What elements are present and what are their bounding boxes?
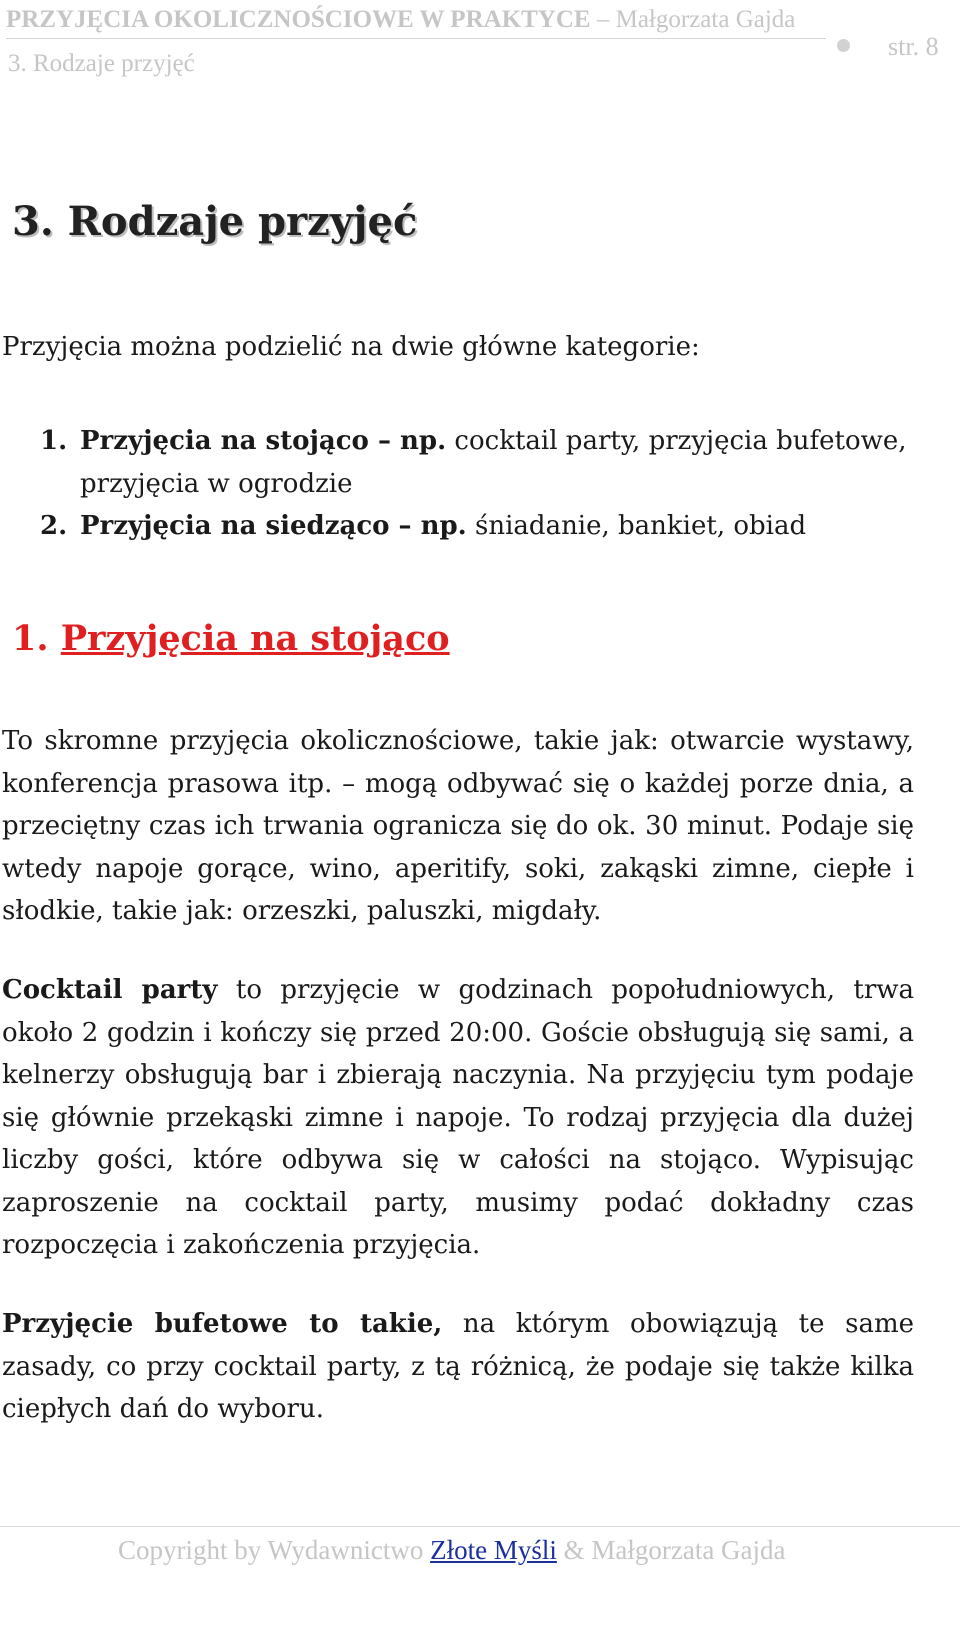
category-name: Przyjęcia na siedząco: [80, 511, 390, 541]
paragraph-buffet-text: na którym obowiązują te same zasady, co przy cocktail party, z tą różnicą, że podaje się także kilka ciepłych dań do wyboru.: [2, 1309, 914, 1424]
paragraph-cocktail-text: to przyjęcie w godzinach popołudniowych, trwa około 2 godzin i kończy się przed 20:00. Goście obsługują się sami, a kelnerzy obsługują bar i zbierają naczynia. Na przyjęciu tym podaje się głównie przekąski zimne i napoje. To rodzaj przyjęcia dla dużej liczby gości, które odbywa się w całości na stojąco. Wypisując zaproszenie na cocktail party, musimy podać dokładny czas rozpoczęcia i zakończenia przyjęcia.: [2, 975, 914, 1260]
category-separator: – np.: [368, 426, 447, 456]
section-number: 1.: [12, 618, 61, 659]
category-examples: śniadanie, bankiet, obiad: [466, 511, 807, 541]
footer-author: & Małgorzata Gajda: [556, 1535, 786, 1565]
book-title: PRZYJĘCIA OKOLICZNOŚCIOWE W PRAKTYCE: [6, 6, 591, 33]
bullet-dot-icon: [837, 39, 850, 52]
chapter-title: 3. Rodzaje przyjęć: [12, 198, 418, 245]
author-name: Małgorzata Gajda: [615, 6, 796, 33]
category-separator: – np.: [389, 511, 467, 541]
term-buffet: Przyjęcie bufetowe to takie,: [2, 1309, 443, 1339]
category-examples: cocktail party, przyjęcia bufetowe, przyjęcia w ogrodzie: [80, 426, 907, 499]
title-separator: –: [590, 6, 616, 33]
publisher-link[interactable]: Złote Myśli: [430, 1535, 557, 1565]
running-section: 3. Rodzaje przyjęć: [8, 50, 195, 77]
section-heading: [12, 618, 450, 659]
running-title: [6, 6, 826, 39]
category-list: [40, 420, 916, 548]
category-name: Przyjęcia na stojąco: [80, 426, 369, 456]
paragraph-standing-receptions: To skromne przyjęcia okolicznościowe, takie jak: otwarcie wystawy, konferencja prasowa itp. – mogą odbywać się o każdej porze dnia, a przeciętny czas ich trwania ogranicza się do ok. 30 minut. Podaje się wtedy napoje gorące, wino, aperitify, soki, zakąski zimne, ciepłe i słodkie, takie jak: orzeszki, paluszki, migdały.: [2, 726, 914, 926]
paragraph-cocktail-party: [2, 969, 914, 1267]
list-item: [40, 420, 916, 505]
intro-paragraph: Przyjęcia można podzielić na dwie główne kategorie:: [2, 332, 700, 362]
page-number: str. 8: [888, 32, 939, 61]
footer-divider: [0, 1526, 960, 1527]
footer-copyright: Copyright by Wydawnictwo: [118, 1535, 431, 1565]
section-title-text: Przyjęcia na stojąco: [60, 618, 450, 659]
term-cocktail-party: Cocktail party: [2, 975, 218, 1005]
list-item: [40, 505, 916, 548]
page-footer: [118, 1535, 786, 1566]
paragraph-buffet: [2, 1303, 914, 1431]
list-number: 2.: [40, 511, 68, 541]
list-number: 1.: [40, 426, 68, 456]
